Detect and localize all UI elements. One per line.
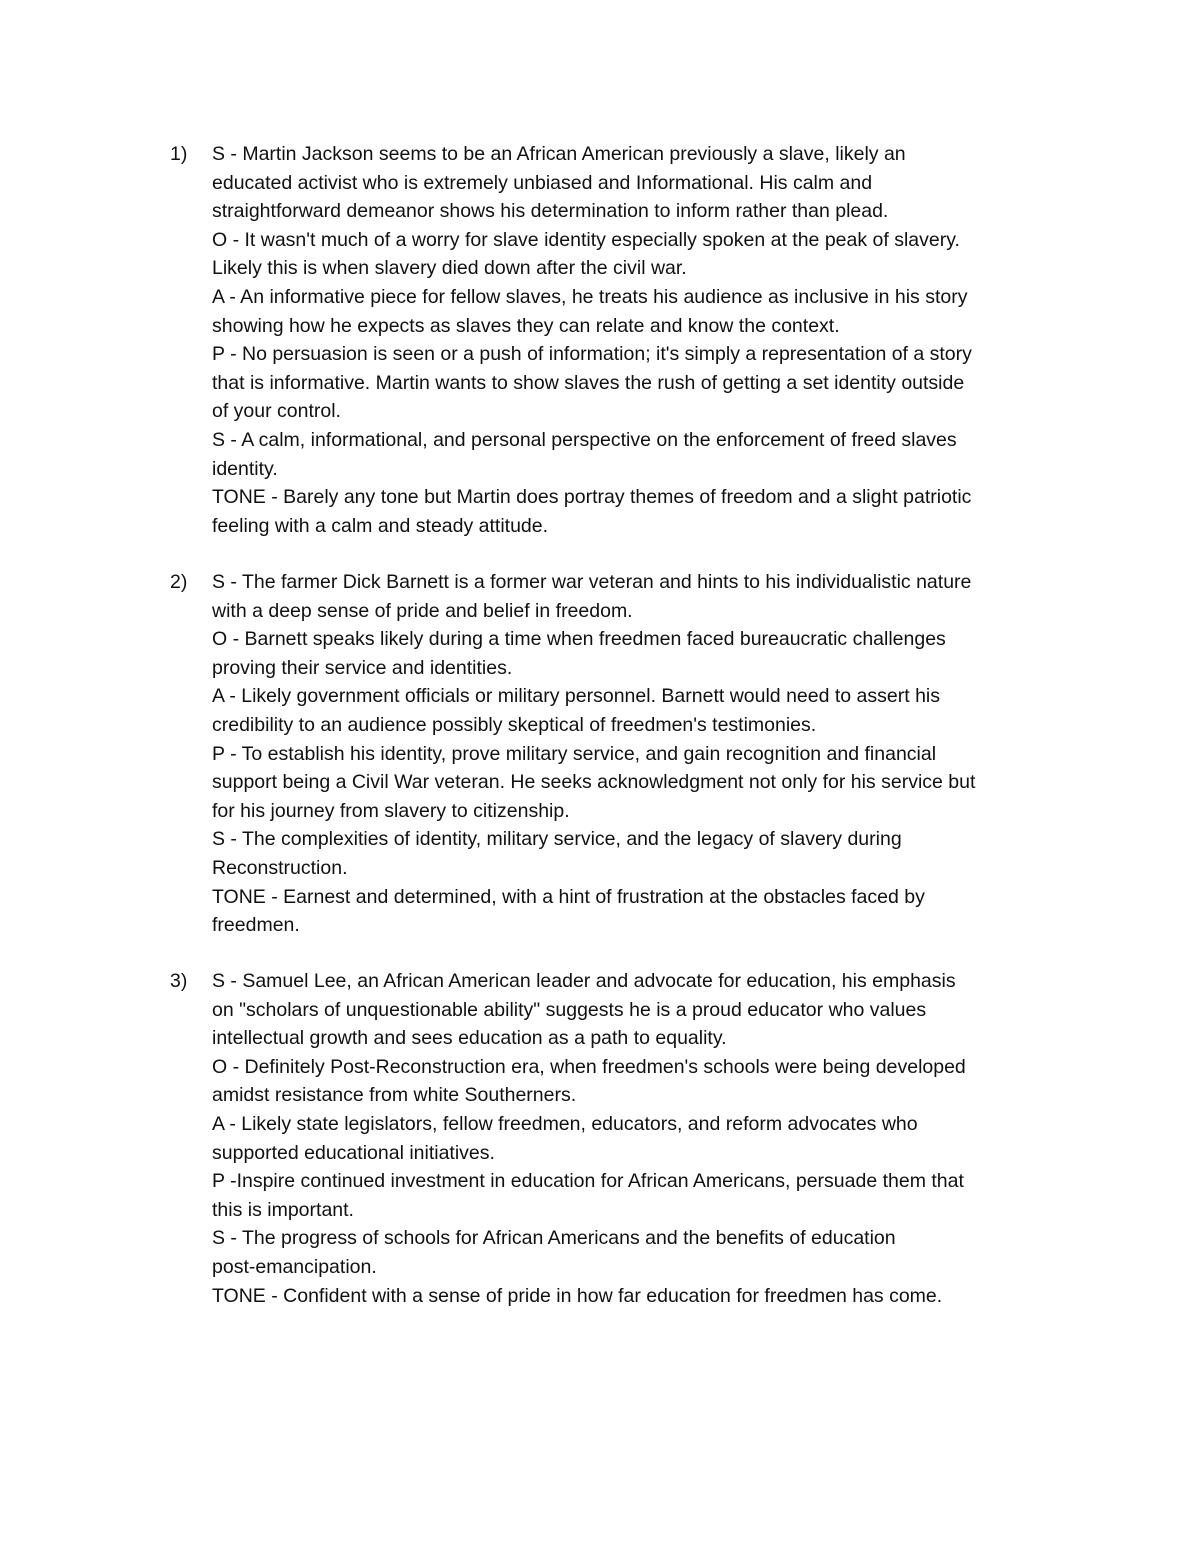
text-line: for his journey from slavery to citizenship. <box>212 799 570 822</box>
text-line: freedmen. <box>212 914 300 937</box>
text-line: S - Samuel Lee, an African American leader and advocate for education, his emphasis <box>212 970 956 992</box>
text-line: that is informative. Martin wants to show slaves the rush of getting a set identity outside <box>212 371 965 394</box>
list-item-number: 2) <box>170 571 188 593</box>
text-line: O - Definitely Post-Reconstruction era, when freedmen's schools were being developed <box>212 1055 966 1078</box>
text-line: P -Inspire continued investment in education for African Americans, persuade them that <box>212 1170 964 1193</box>
text-line: O - It wasn't much of a worry for slave identity especially spoken at the peak of slavery. <box>212 228 960 251</box>
text-line: credibility to an audience possibly skeptical of freedmen's testimonies. <box>212 713 817 736</box>
text-line: of your control. <box>212 400 341 423</box>
text-line: amidst resistance from white Southerners. <box>212 1084 577 1107</box>
text-line: P - No persuasion is seen or a push of information; it's simply a representation of a story <box>212 343 972 366</box>
list-item-body <box>212 140 1072 540</box>
text-line: Likely this is when slavery died down after the civil war. <box>212 257 687 280</box>
text-line: O - Barnett speaks likely during a time when freedmen faced bureaucratic challenges <box>212 628 946 651</box>
list-item-body <box>212 967 1072 1310</box>
text-line: this is important. <box>212 1198 354 1221</box>
text-line: Reconstruction. <box>212 856 348 879</box>
text-line: A - An informative piece for fellow slaves, he treats his audience as inclusive in his story <box>212 285 968 308</box>
text-line: S - The farmer Dick Barnett is a former war veteran and hints to his individualistic nature <box>212 571 972 593</box>
text-line: proving their service and identities. <box>212 656 513 679</box>
text-line: showing how he expects as slaves they can relate and know the context. <box>212 314 840 337</box>
list-item-body <box>212 568 1072 940</box>
text-line: S - Martin Jackson seems to be an African American previously a slave, likely an <box>212 143 906 165</box>
text-line: educated activist who is extremely unbiased and Informational. His calm and <box>212 171 873 194</box>
text-line: TONE - Barely any tone but Martin does portray themes of freedom and a slight patriotic <box>212 486 972 509</box>
text-line: S - A calm, informational, and personal perspective on the enforcement of freed slaves <box>212 428 957 451</box>
text-line: supported educational initiatives. <box>212 1141 495 1164</box>
text-line: on "scholars of unquestionable ability" suggests he is a proud educator who values <box>212 998 927 1021</box>
text-line: S - The progress of schools for African Americans and the benefits of education <box>212 1227 896 1250</box>
text-line: straightforward demeanor shows his determination to inform rather than plead. <box>212 200 889 223</box>
text-line: TONE - Confident with a sense of pride in how far education for freedmen has come. <box>212 1284 943 1307</box>
text-line: TONE - Earnest and determined, with a hint of frustration at the obstacles faced by <box>212 885 925 908</box>
text-line: S - The complexities of identity, military service, and the legacy of slavery during <box>212 828 902 851</box>
text-line: support being a Civil War veteran. He seeks acknowledgment not only for his service but <box>212 771 976 794</box>
text-line: with a deep sense of pride and belief in freedom. <box>212 599 633 622</box>
text-line: P - To establish his identity, prove military service, and gain recognition and financial <box>212 742 937 765</box>
text-line: identity. <box>212 457 278 480</box>
text-line: post-emancipation. <box>212 1255 377 1278</box>
text-line: intellectual growth and sees education as a path to equality. <box>212 1027 727 1050</box>
text-line: A - Likely government officials or military personnel. Barnett would need to assert his <box>212 685 940 708</box>
text-line: feeling with a calm and steady attitude. <box>212 514 549 537</box>
text-line: A - Likely state legislators, fellow freedmen, educators, and reform advocates who <box>212 1112 918 1135</box>
list-item-number: 3) <box>170 970 188 992</box>
list-item-number: 1) <box>170 143 188 165</box>
